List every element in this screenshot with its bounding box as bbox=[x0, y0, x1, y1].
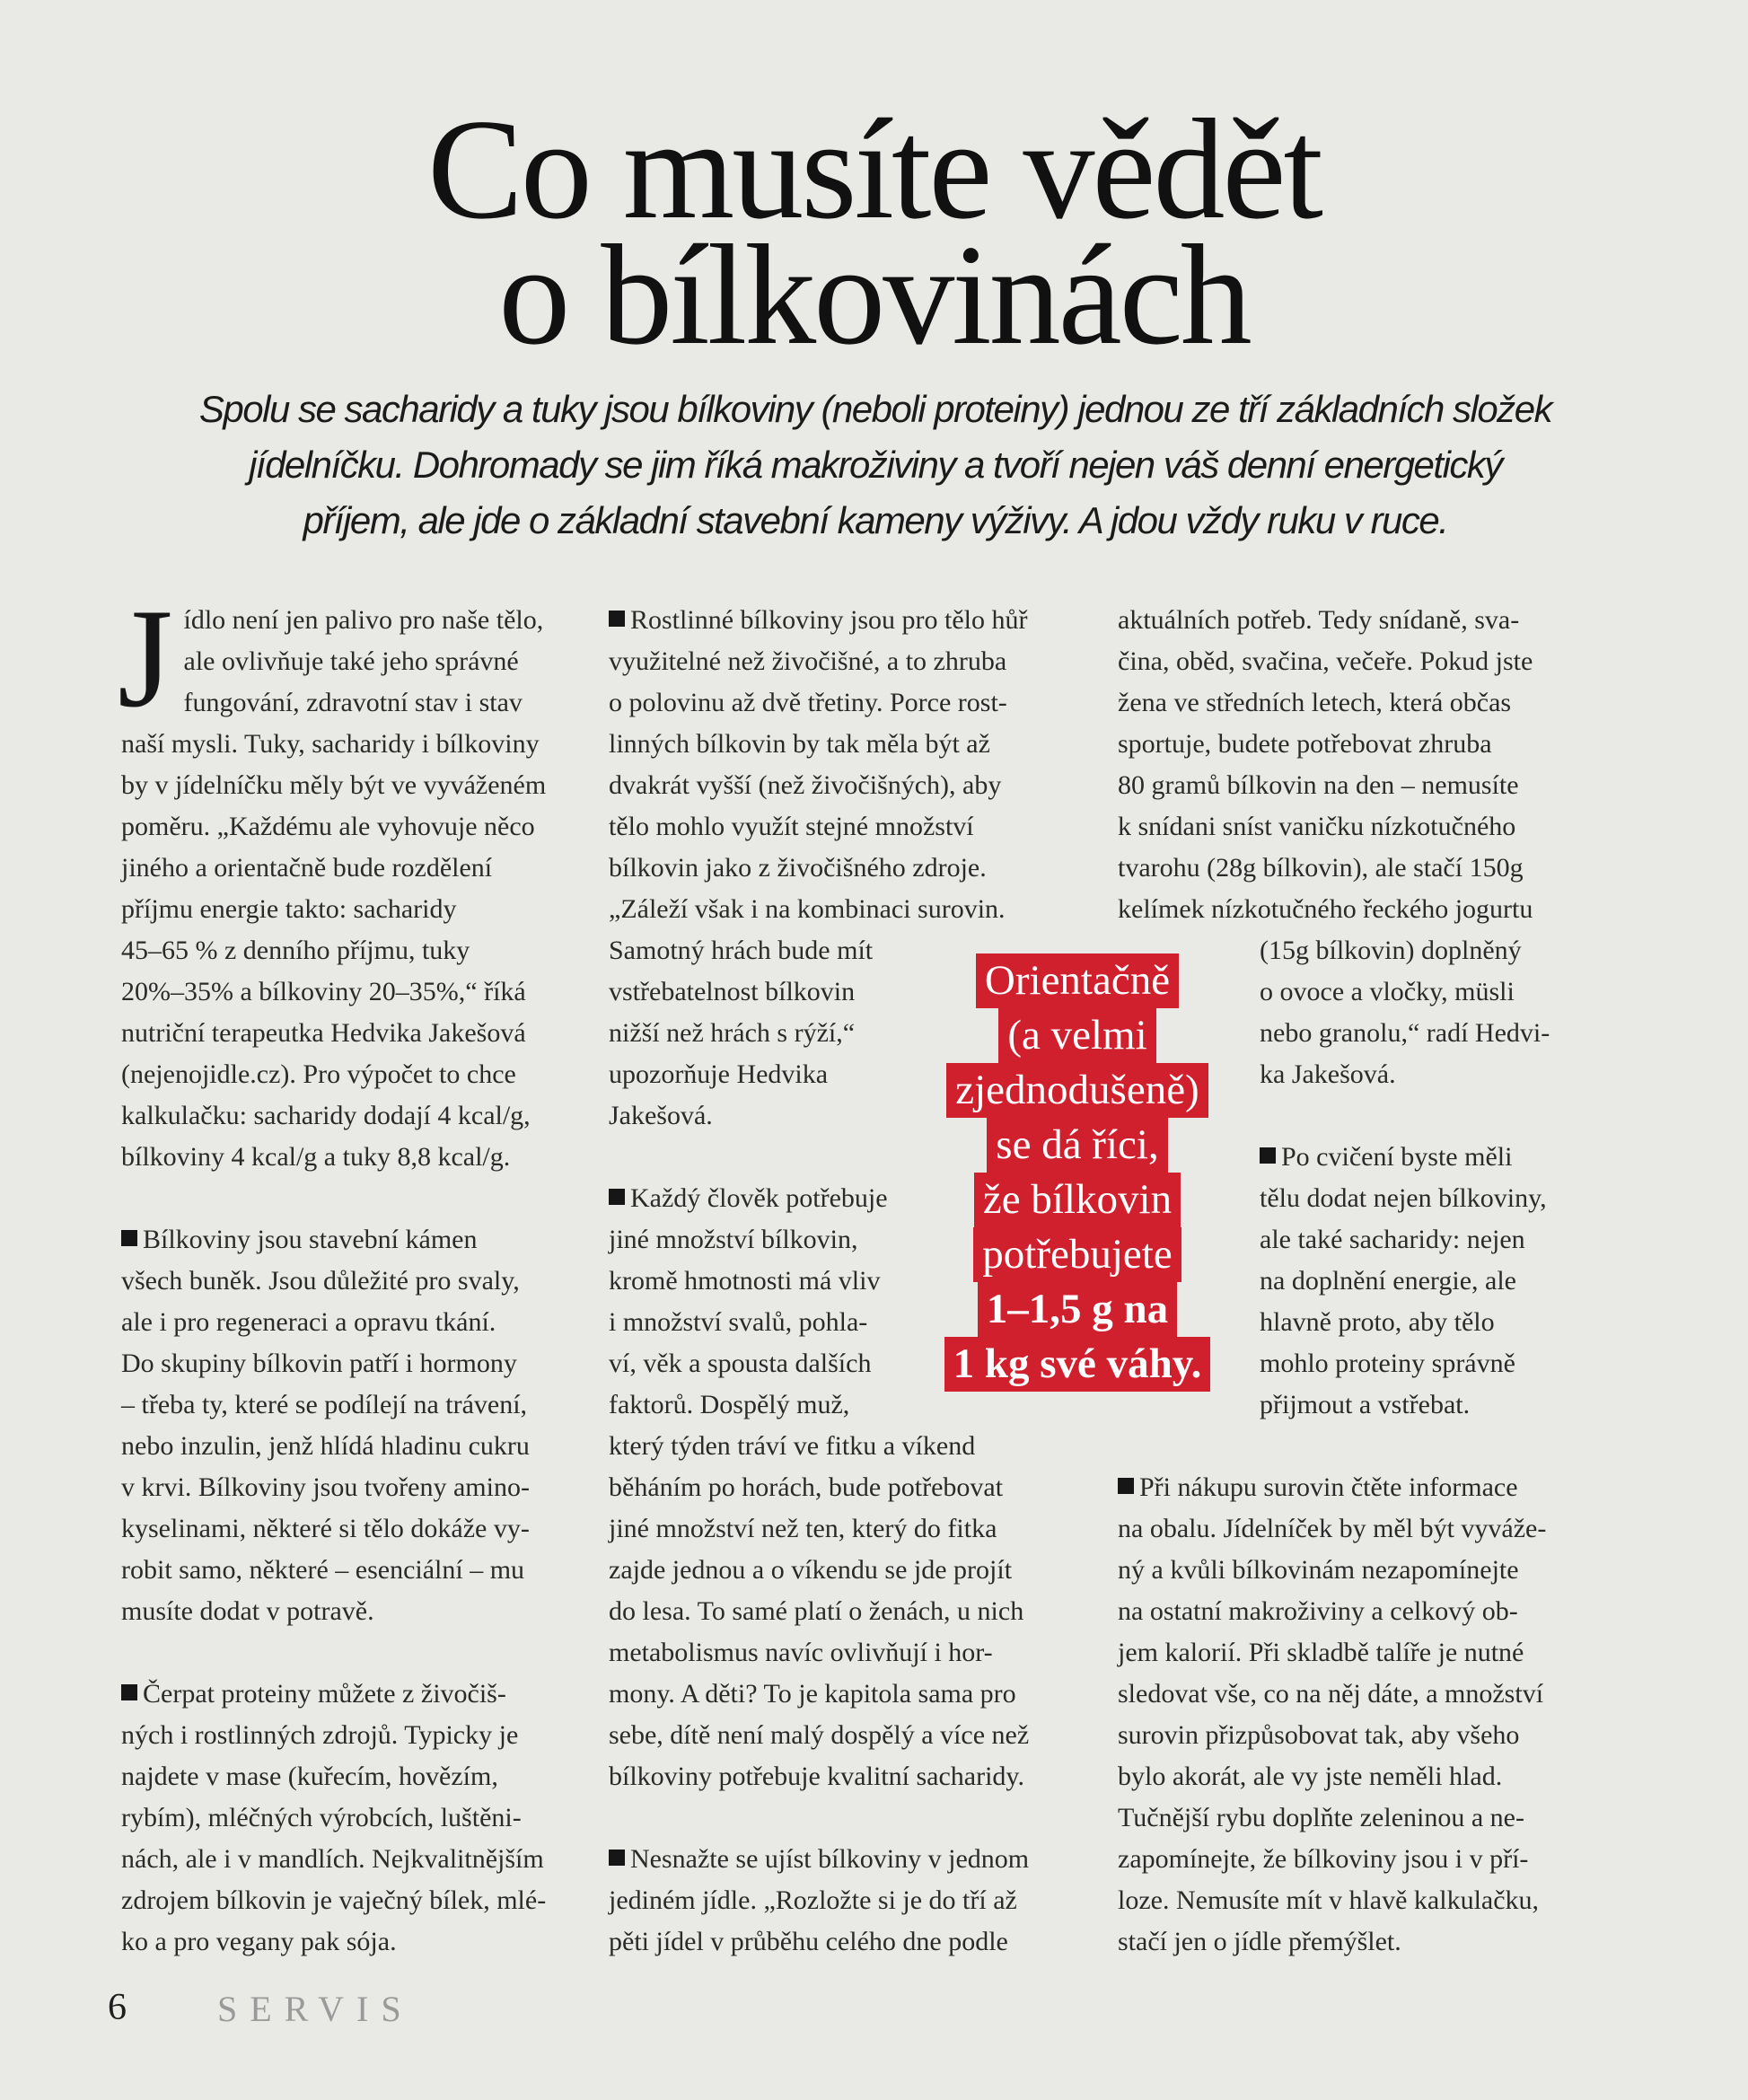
text-line: ale ovlivňuje také jeho správné bbox=[183, 646, 519, 676]
title-line-2: o bílkovinách bbox=[498, 215, 1250, 374]
pull-quote-line: zjednodušeně) bbox=[946, 1063, 1208, 1118]
text-line: musíte dodat v potravě. bbox=[121, 1596, 374, 1626]
text-line: bílkoviny 4 kcal/g a tuky 8,8 kcal/g. bbox=[121, 1142, 511, 1172]
text-line: stačí jen o jídle přemýšlet. bbox=[1118, 1927, 1401, 1956]
text-line: metabolismus navíc ovlivňují i hor- bbox=[609, 1638, 993, 1667]
text-line: Tučnější rybu doplňte zeleninou a ne- bbox=[1118, 1803, 1524, 1832]
bullet-square-icon bbox=[121, 1684, 137, 1700]
text-line: (nejenojidle.cz). Pro výpočet to chce bbox=[121, 1059, 516, 1089]
text-line: Čerpat proteiny můžete z živočiš- bbox=[121, 1674, 597, 1715]
text-line: Každý člověk potřebuje bbox=[609, 1178, 1094, 1219]
text-line: Rostlinné bílkoviny jsou pro tělo hůř bbox=[609, 600, 1094, 641]
text-line: zdrojem bílkovin je vaječný bílek, mlé- bbox=[121, 1885, 547, 1915]
text-line: jiné množství než ten, který do fitka bbox=[609, 1514, 997, 1543]
pull-quote-line: se dá říci, bbox=[987, 1118, 1167, 1173]
paragraph-intro bbox=[118, 580, 597, 1178]
text-line: kyselinami, některé si tělo dokáže vy- bbox=[121, 1514, 530, 1543]
text-line: Bílkoviny jsou stavební kámen bbox=[121, 1219, 597, 1261]
text-line: bílkovin jako z živočišného zdroje. bbox=[609, 853, 987, 883]
text-line: nách, ale i v mandlích. Nejkvalitnějším bbox=[121, 1844, 544, 1874]
bullet-square-icon bbox=[1118, 1478, 1134, 1494]
text-line: loze. Nemusíte mít v hlavě kalkulačku, bbox=[1118, 1885, 1540, 1915]
text-line: jiného a orientačně bude rozdělení bbox=[121, 853, 493, 883]
lead-line: jídelníčku. Dohromady se jim říká makroživiny a tvoří nejen váš denní energetický bbox=[249, 444, 1502, 486]
text-line: Jakešová. bbox=[609, 1101, 713, 1130]
text-line: nižší než hrách s rýží,“ bbox=[609, 1018, 856, 1048]
text-line: i množství svalů, pohla- bbox=[609, 1307, 868, 1337]
text-line: v krvi. Bílkoviny jsou tvořeny amino- bbox=[121, 1472, 530, 1502]
text-line: kelímek nízkotučného řeckého jogurtu bbox=[1118, 894, 1533, 924]
bullet-square-icon bbox=[121, 1230, 137, 1246]
text-line: bylo akorát, ale vy jste neměli hlad. bbox=[1118, 1762, 1503, 1791]
text-line: faktorů. Dospělý muž, bbox=[609, 1390, 850, 1419]
text-line: poměru. „Každému ale vyhovuje něco bbox=[121, 812, 535, 841]
lead-line: Spolu se sacharidy a tuky jsou bílkoviny (neboli proteiny) jednou ze tří základních složek bbox=[198, 388, 1552, 430]
text-line: mohlo proteiny správně bbox=[1260, 1349, 1515, 1378]
text-line: ný a kvůli bílkovinám nezapomínejte bbox=[1118, 1555, 1519, 1585]
text-line: ídlo není jen palivo pro naše tělo, bbox=[183, 605, 544, 635]
text-line: surovin přizpůsobovat tak, aby všeho bbox=[1118, 1720, 1520, 1750]
pull-quote-line: (a velmi bbox=[998, 1008, 1155, 1063]
pull-quote bbox=[925, 953, 1230, 1392]
text-line: tělo mohlo využít stejné množství bbox=[609, 812, 974, 841]
text-line: mony. A děti? To je kapitola sama pro bbox=[609, 1679, 1016, 1709]
paragraph-shopping bbox=[1118, 1467, 1603, 1963]
text-line: naší mysli. Tuky, sacharidy i bílkoviny bbox=[121, 729, 540, 759]
text-line: ale také sacharidy: nejen bbox=[1260, 1225, 1525, 1254]
text-line: Nesnažte se ujíst bílkoviny v jednom bbox=[609, 1839, 1094, 1880]
paragraph-distribution bbox=[609, 1839, 1094, 1963]
text-line: „Záleží však i na kombinaci surovin. bbox=[609, 894, 1006, 924]
text-line: 80 gramů bílkovin na den – nemusíte bbox=[1118, 770, 1519, 800]
text-line: přijmout a vstřebat. bbox=[1260, 1390, 1471, 1419]
text-line: kalkulačku: sacharidy dodají 4 kcal/g, bbox=[121, 1101, 531, 1130]
text-line: Do skupiny bílkovin patří i hormony bbox=[121, 1349, 517, 1378]
bullet-square-icon bbox=[609, 611, 625, 627]
paragraph-building-block bbox=[121, 1219, 597, 1632]
text-line: zajde jednou a o víkendu se jde projít bbox=[609, 1555, 1013, 1585]
text-line: příjmu energie takto: sacharidy bbox=[121, 894, 457, 924]
text-line: čina, oběd, svačina, večeře. Pokud jste bbox=[1118, 646, 1533, 676]
text-line: ka Jakešová. bbox=[1260, 1059, 1396, 1089]
pull-quote-line: potřebujete bbox=[973, 1227, 1181, 1282]
text-line: jediném jídle. „Rozložte si je do tří až bbox=[609, 1885, 1017, 1915]
text-line: využitelné než živočišné, a to zhruba bbox=[609, 646, 1007, 676]
text-line: Samotný hrách bude mít bbox=[609, 936, 874, 965]
text-line: by v jídelníčku měly být ve vyváženém bbox=[121, 770, 547, 800]
text-line: jiné množství bílkovin, bbox=[609, 1225, 858, 1254]
text-line: 20%–35% a bílkoviny 20–35%,“ říká bbox=[121, 977, 526, 1006]
text-line: Po cvičení byste měli bbox=[1118, 1137, 1603, 1178]
text-line: nebo inzulin, jenž hlídá hladinu cukru bbox=[121, 1431, 530, 1461]
text-line: najdete v mase (kuřecím, hovězím, bbox=[121, 1762, 498, 1791]
text-line: bílkoviny potřebuje kvalitní sacharidy. bbox=[609, 1762, 1024, 1791]
text-line: kromě hmotnosti má vliv bbox=[609, 1266, 881, 1296]
text-line: nutriční terapeutka Hedvika Jakešová bbox=[121, 1018, 526, 1048]
text-line: žena ve středních letech, která občas bbox=[1118, 688, 1512, 717]
text-line: Při nákupu surovin čtěte informace bbox=[1118, 1467, 1603, 1508]
bullet-square-icon bbox=[1260, 1147, 1276, 1164]
paragraph-sources bbox=[121, 1674, 597, 1963]
section-label: SERVIS bbox=[217, 1989, 414, 2029]
lead-line: příjem, ale jde o základní stavební kameny výživy. A jdou vždy ruku v ruce. bbox=[303, 499, 1448, 541]
text-line: – třeba ty, které se podílejí na trávení, bbox=[121, 1390, 528, 1419]
text-line: všech buněk. Jsou důležité pro svaly, bbox=[121, 1266, 520, 1296]
text-line: upozorňuje Hedvika bbox=[609, 1059, 829, 1089]
text-line: dvakrát vyšší (než živočišných), aby bbox=[609, 770, 1002, 800]
text-line: tělu dodat nejen bílkoviny, bbox=[1260, 1183, 1547, 1213]
page-number: 6 bbox=[108, 1987, 127, 2028]
article-lead bbox=[117, 382, 1634, 549]
pull-quote-line: 1–1,5 g na bbox=[978, 1282, 1177, 1337]
pull-quote-line: 1 kg své váhy. bbox=[944, 1337, 1211, 1392]
bullet-square-icon bbox=[609, 1850, 625, 1866]
text-line: na doplnění energie, ale bbox=[1260, 1266, 1516, 1296]
pull-quote-line: že bílkovin bbox=[974, 1173, 1181, 1227]
text-line: k snídani sníst vaničku nízkotučného bbox=[1118, 812, 1516, 841]
text-line: o polovinu až dvě třetiny. Porce rost- bbox=[609, 688, 1007, 717]
text-line: na obalu. Jídelníček by měl být vyváže- bbox=[1118, 1514, 1547, 1543]
text-line: nebo granolu,“ radí Hedvi- bbox=[1260, 1018, 1550, 1048]
text-line: ale i pro regeneraci a opravu tkání. bbox=[121, 1307, 496, 1337]
text-line: ko a pro vegany pak sója. bbox=[121, 1927, 397, 1956]
text-line: robit samo, některé – esenciální – mu bbox=[121, 1555, 525, 1585]
text-line: tvarohu (28g bílkovin), ale stačí 150g bbox=[1118, 853, 1524, 883]
text-line: sportuje, budete potřebovat zhruba bbox=[1118, 729, 1492, 759]
column-1 bbox=[118, 580, 597, 1963]
text-line: do lesa. To samé platí o ženách, u nich bbox=[609, 1596, 1024, 1626]
text-line: pěti jídel v průběhu celého dne podle bbox=[609, 1927, 1008, 1956]
text-line: sebe, dítě není malý dospělý a více než bbox=[609, 1720, 1030, 1750]
text-line: ných i rostlinných zdrojů. Typicky je bbox=[121, 1720, 519, 1750]
text-line: 45–65 % z denního příjmu, tuky bbox=[121, 936, 470, 965]
text-line: o ovoce a vločky, müsli bbox=[1260, 977, 1515, 1006]
text-line: aktuálních potřeb. Tedy snídaně, sva- bbox=[1118, 605, 1520, 635]
text-line: fungování, zdravotní stav i stav bbox=[183, 688, 523, 717]
text-line: na ostatní makroživiny a celkový ob- bbox=[1118, 1596, 1518, 1626]
text-line: který týden tráví ve fitku a víkend bbox=[609, 1431, 976, 1461]
text-line: ví, věk a spousta dalších bbox=[609, 1349, 872, 1378]
pull-quote-line: Orientačně bbox=[976, 953, 1179, 1008]
text-line: linných bílkovin by tak měla být až bbox=[609, 729, 990, 759]
text-line: (15g bílkovin) doplněný bbox=[1260, 936, 1522, 965]
text-line: sledovat vše, co na něj dáte, a množství bbox=[1118, 1679, 1544, 1709]
text-line: rybím), mléčných výrobcích, luštěni- bbox=[121, 1803, 522, 1832]
text-line: zapomínejte, že bílkoviny jsou i v pří- bbox=[1118, 1844, 1529, 1874]
text-line: hlavně proto, aby tělo bbox=[1260, 1307, 1495, 1337]
article-title bbox=[0, 89, 1748, 374]
text-line: běháním po horách, bude potřebovat bbox=[609, 1472, 1004, 1502]
text-line: vstřebatelnost bílkovin bbox=[609, 977, 856, 1006]
text-line: jem kalorií. Při skladbě talíře je nutné bbox=[1118, 1638, 1524, 1667]
bullet-square-icon bbox=[609, 1189, 625, 1205]
drop-cap: J bbox=[118, 580, 173, 737]
title-line-1: Co musíte vědět bbox=[427, 89, 1321, 249]
